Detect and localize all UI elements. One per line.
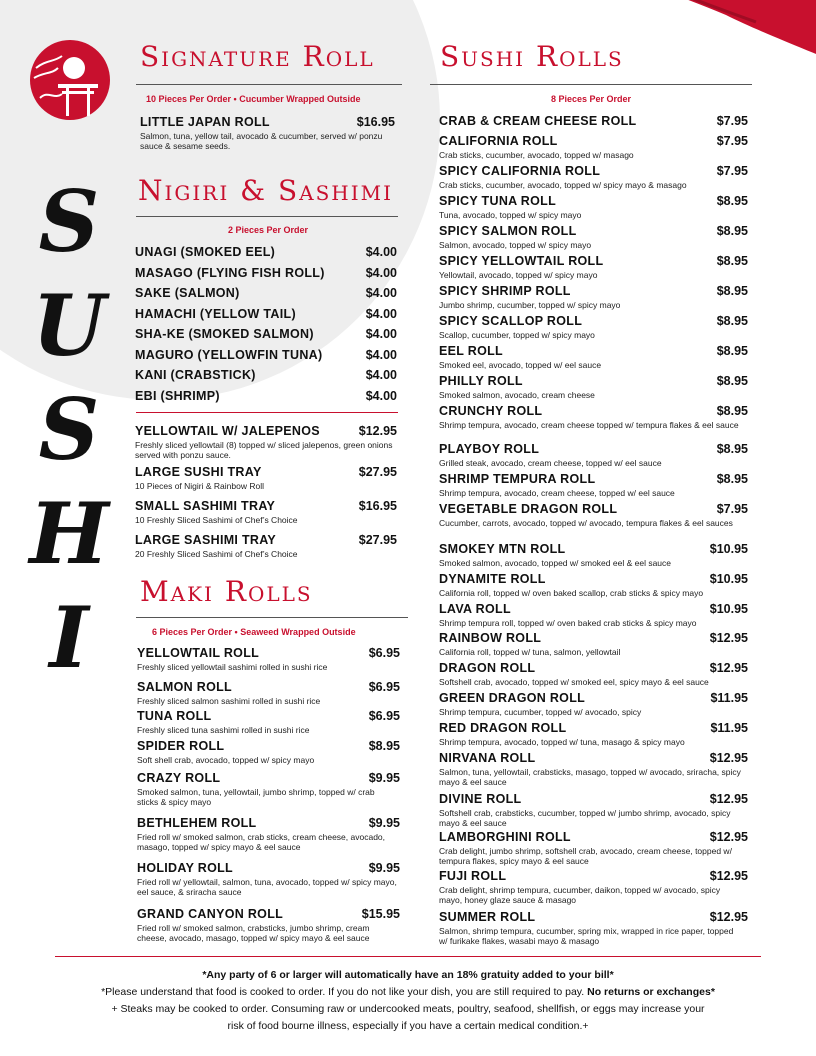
item-name: SAKE (SALMON) xyxy=(135,286,240,300)
item-name: SPICY SHRIMP ROLL xyxy=(439,284,571,298)
item-price: $12.95 xyxy=(709,830,748,844)
item-price: $9.95 xyxy=(368,816,400,830)
item-description: Freshly sliced tuna sashimi rolled in sushi rice xyxy=(137,725,310,735)
item-name: VEGETABLE DRAGON ROLL xyxy=(439,502,618,516)
vertical-letter: S xyxy=(38,172,100,271)
item-price: $12.95 xyxy=(709,792,748,806)
item-description: Cucumber, carrots, avocado, topped w/ avocado, tempura flakes & eel sauces xyxy=(439,518,733,528)
item-description: Freshly sliced salmon sashimi rolled in sushi rice xyxy=(137,696,321,706)
item-description: Softshell crab, avocado, topped w/ smoked eel, spicy mayo & eel sauce xyxy=(439,677,709,687)
item-name: DYNAMITE ROLL xyxy=(439,572,546,586)
item-description: Soft shell crab, avocado, topped w/ spicy mayo xyxy=(137,755,315,765)
section-rule xyxy=(136,617,408,618)
footer-health-warning-cont: risk of food bourne illness, especially if you have a certain medical condition.+ xyxy=(227,1020,589,1032)
item-price: $12.95 xyxy=(709,631,748,645)
item-price: $12.95 xyxy=(709,910,748,924)
item-name: SALMON ROLL xyxy=(137,680,232,694)
item-name: GRAND CANYON ROLL xyxy=(137,907,284,921)
item-name: SPICY TUNA ROLL xyxy=(439,194,557,208)
item-price: $4.00 xyxy=(365,348,397,362)
item-description: Shrimp tempura, avocado, cream cheese, topped w/ eel sauce xyxy=(439,488,675,498)
item-description: Smoked salmon, avocado, cream cheese xyxy=(439,390,595,400)
item-price: $7.95 xyxy=(716,164,748,178)
item-price: $8.95 xyxy=(716,404,748,418)
item-description: Salmon, tuna, yellowtail, crabsticks, masago, topped w/ avocado, sriracha, spicy mayo & eel sauce xyxy=(439,767,741,787)
item-name: RAINBOW ROLL xyxy=(439,631,542,645)
item-price: $8.95 xyxy=(716,344,748,358)
item-name: SPICY CALIFORNIA ROLL xyxy=(439,164,601,178)
footer-policy-note xyxy=(0,984,816,1001)
item-description: Freshly sliced yellowtail sashimi rolled in sushi rice xyxy=(137,662,328,672)
item-price: $9.95 xyxy=(368,771,400,785)
section-rule xyxy=(136,84,402,85)
item-name: SMALL SASHIMI TRAY xyxy=(135,499,276,513)
item-price: $8.95 xyxy=(716,224,748,238)
item-name: SPIDER ROLL xyxy=(137,739,225,753)
item-name: CALIFORNIA ROLL xyxy=(439,134,558,148)
vertical-letter: U xyxy=(32,276,106,375)
item-name: YELLOWTAIL ROLL xyxy=(137,646,260,660)
item-price: $6.95 xyxy=(368,680,400,694)
item-name: FUJI ROLL xyxy=(439,869,507,883)
item-name: KANI (CRABSTICK) xyxy=(135,368,256,382)
item-name: SMOKEY MTN ROLL xyxy=(439,542,566,556)
item-description: Scallop, cucumber, topped w/ spicy mayo xyxy=(439,330,595,340)
item-price: $10.95 xyxy=(709,542,748,556)
item-description: Softshell crab, crabsticks, cucumber, topped w/ jumbo shrimp, avocado, spicy mayo & eel sauce xyxy=(439,808,731,828)
vertical-sushi-title xyxy=(24,170,114,690)
item-price: $4.00 xyxy=(365,286,397,300)
item-price: $7.95 xyxy=(716,134,748,148)
item-name: HAMACHI (YELLOW TAIL) xyxy=(135,307,296,321)
item-name: SPICY SCALLOP ROLL xyxy=(439,314,583,328)
item-description: Crab sticks, cucumber, avocado, topped w/ spicy mayo & masago xyxy=(439,180,687,190)
item-name: SHA-KE (SMOKED SALMON) xyxy=(135,327,314,341)
item-name: CRAZY ROLL xyxy=(137,771,221,785)
item-price: $4.00 xyxy=(365,266,397,280)
item-name: DRAGON ROLL xyxy=(439,661,536,675)
item-description: Shrimp tempura, cucumber, topped w/ avocado, spicy xyxy=(439,707,642,717)
maki-subtitle: 6 Pieces Per Order • Seaweed Wrapped Outside xyxy=(152,627,356,637)
item-price: $16.95 xyxy=(356,115,395,129)
item-name: SUMMER ROLL xyxy=(439,910,536,924)
item-description: 20 Freshly Sliced Sashimi of Chef’s Choice xyxy=(135,549,298,559)
item-price: $8.95 xyxy=(716,472,748,486)
vertical-letter: H xyxy=(29,484,109,583)
item-name: YELLOWTAIL W/ JALEPENOS xyxy=(135,424,320,438)
section-rule xyxy=(136,216,398,217)
item-price: $16.95 xyxy=(358,499,397,513)
section-rule xyxy=(430,84,752,85)
item-price: $27.95 xyxy=(358,533,397,547)
item-price: $9.95 xyxy=(368,861,400,875)
item-price: $8.95 xyxy=(716,254,748,268)
footer-gratuity-note: *Any party of 6 or larger will automatically have an 18% gratuity added to your bill* xyxy=(202,969,614,981)
item-price: $10.95 xyxy=(709,602,748,616)
item-name: GREEN DRAGON ROLL xyxy=(439,691,586,705)
item-name: UNAGI (SMOKED EEL) xyxy=(135,245,276,259)
item-price: $6.95 xyxy=(368,709,400,723)
item-price: $8.95 xyxy=(716,442,748,456)
item-description: Fried roll w/ yellowtail, salmon, tuna, avocado, topped w/ spicy mayo, eel sauce, & sriracha sauce xyxy=(137,877,397,897)
item-description: California roll, topped w/ oven baked scallop, crab sticks & spicy mayo xyxy=(439,588,704,598)
item-price: $12.95 xyxy=(709,869,748,883)
item-description: Yellowtail, avocado, topped w/ spicy mayo xyxy=(439,270,598,280)
signature-subtitle: 10 Pieces Per Order • Cucumber Wrapped Outside xyxy=(146,94,361,104)
nigiri-subtitle: 2 Pieces Per Order xyxy=(228,225,309,235)
item-name: BETHLEHEM ROLL xyxy=(137,816,257,830)
item-name: CRUNCHY ROLL xyxy=(439,404,543,418)
item-description: Fried roll w/ smoked salmon, crabsticks, jumbo shrimp, cream cheese, avocado, masago, topped w/ spicy mayo & eel sauce xyxy=(137,923,370,943)
item-name: EBI (SHRIMP) xyxy=(135,389,220,403)
red-divider xyxy=(136,412,398,413)
item-description: 10 Freshly Sliced Sashimi of Chef’s Choice xyxy=(135,515,298,525)
item-name: LITTLE JAPAN ROLL xyxy=(140,115,270,129)
item-price: $6.95 xyxy=(368,646,400,660)
item-price: $8.95 xyxy=(716,284,748,298)
item-price: $12.95 xyxy=(709,661,748,675)
item-description: Smoked salmon, avocado, topped w/ smoked eel & eel sauce xyxy=(439,558,671,568)
item-description: Jumbo shrimp, cucumber, topped w/ spicy mayo xyxy=(439,300,621,310)
item-description: Tuna, avocado, topped w/ spicy mayo xyxy=(439,210,582,220)
item-name: SPICY YELLOWTAIL ROLL xyxy=(439,254,604,268)
item-name: SPICY SALMON ROLL xyxy=(439,224,577,238)
item-description: Crab sticks, cucumber, avocado, topped w/ masago xyxy=(439,150,634,160)
item-name: SHRIMP TEMPURA ROLL xyxy=(439,472,596,486)
item-description: Salmon, avocado, topped w/ spicy mayo xyxy=(439,240,592,250)
item-price: $4.00 xyxy=(365,389,397,403)
item-name: LARGE SUSHI TRAY xyxy=(135,465,262,479)
item-description: Grilled steak, avocado, cream cheese, topped w/ eel sauce xyxy=(439,458,662,468)
item-name: TUNA ROLL xyxy=(137,709,212,723)
item-price: $12.95 xyxy=(709,751,748,765)
item-name: DIVINE ROLL xyxy=(439,792,522,806)
item-description: Fried roll w/ smoked salmon, crab sticks, cream cheese, avocado, masago, topped w/ spicy mayo & eel sauce xyxy=(137,832,386,852)
maki-rolls-heading: Maki Rolls xyxy=(140,575,313,608)
item-price: $15.95 xyxy=(361,907,400,921)
nigiri-sashimi-heading: Nigiri & Sashimi xyxy=(138,174,394,207)
item-name: LAMBORGHINI ROLL xyxy=(439,830,571,844)
item-description: Crab delight, jumbo shrimp, softshell crab, avocado, cream cheese, topped w/ tempura flakes, spicy mayo & eel sauce xyxy=(439,846,732,866)
item-price: $4.00 xyxy=(365,327,397,341)
item-name: PHILLY ROLL xyxy=(439,374,523,388)
item-description: Shrimp tempura, avocado, topped w/ tuna, masago & spicy mayo xyxy=(439,737,685,747)
item-price: $8.95 xyxy=(368,739,400,753)
item-description: Smoked salmon, tuna, yellowtail, jumbo shrimp, topped w/ crab sticks & spicy mayo xyxy=(137,787,375,807)
item-description: 10 Pieces of Nigiri & Rainbow Roll xyxy=(135,481,264,491)
item-description: California roll, topped w/ tuna, salmon, yellowtail xyxy=(439,647,621,657)
vertical-letter: I xyxy=(49,588,89,687)
item-description: Shrimp tempura, avocado, cream cheese topped w/ tempura flakes & eel sauce xyxy=(439,420,739,430)
footer-health-warning: + Steaks may be cooked to order. Consuming raw or undercooked meats, poultry, seafood, shellfish, or eggs may increase your xyxy=(111,1003,705,1015)
item-name: LARGE SASHIMI TRAY xyxy=(135,533,277,547)
item-description: Shrimp tempura roll, topped w/ oven baked crab sticks & spicy mayo xyxy=(439,618,697,628)
item-name: RED DRAGON ROLL xyxy=(439,721,567,735)
torii-gate-logo xyxy=(28,38,112,122)
item-price: $27.95 xyxy=(358,465,397,479)
item-description: Smoked eel, avocado, topped w/ eel sauce xyxy=(439,360,602,370)
footer-no-returns: No returns or exchanges* xyxy=(587,986,715,998)
footer-policy-text: *Please understand that food is cooked to order. If you do not like your dish, you are still required to pay. xyxy=(101,986,588,998)
item-name: NIRVANA ROLL xyxy=(439,751,536,765)
item-name: MASAGO (FLYING FISH ROLL) xyxy=(135,266,325,280)
item-description: Crab delight, shrimp tempura, cucumber, daikon, topped w/ avocado, spicy mayo, honey glaze sauce & masago xyxy=(439,885,721,905)
sushi-subtitle: 8 Pieces Per Order xyxy=(551,94,632,104)
item-price: $11.95 xyxy=(710,691,748,705)
item-price: $4.00 xyxy=(365,368,397,382)
item-price: $10.95 xyxy=(709,572,748,586)
item-name: HOLIDAY ROLL xyxy=(137,861,233,875)
vertical-letter: S xyxy=(38,380,100,479)
item-description: Freshly sliced yellowtail (8) topped w/ sliced jalepenos, green onions served with ponzu sauce. xyxy=(135,440,393,460)
item-name: EEL ROLL xyxy=(439,344,503,358)
item-name: PLAYBOY ROLL xyxy=(439,442,540,456)
item-price: $7.95 xyxy=(716,502,748,516)
item-price: $8.95 xyxy=(716,374,748,388)
sushi-rolls-heading: Sushi Rolls xyxy=(440,40,624,73)
item-price: $11.95 xyxy=(710,721,748,735)
signature-roll-heading: Signature Roll xyxy=(140,40,375,73)
item-description: Salmon, tuna, yellow tail, avocado & cucumber, served w/ ponzu sauce & sesame seeds. xyxy=(140,131,383,151)
item-description: Salmon, shrimp tempura, cucumber, spring mix, wrapped in rice paper, topped w/ furikake flakes, wasabi mayo & masago xyxy=(439,926,734,946)
item-price: $8.95 xyxy=(716,194,748,208)
item-name: MAGURO (YELLOWFIN TUNA) xyxy=(135,348,323,362)
footer-divider xyxy=(55,956,761,957)
item-price: $8.95 xyxy=(716,314,748,328)
item-name: CRAB & CREAM CHEESE ROLL xyxy=(439,114,637,128)
item-price: $7.95 xyxy=(716,114,748,128)
item-price: $4.00 xyxy=(365,245,397,259)
item-name: LAVA ROLL xyxy=(439,602,511,616)
item-price: $12.95 xyxy=(358,424,397,438)
item-price: $4.00 xyxy=(365,307,397,321)
